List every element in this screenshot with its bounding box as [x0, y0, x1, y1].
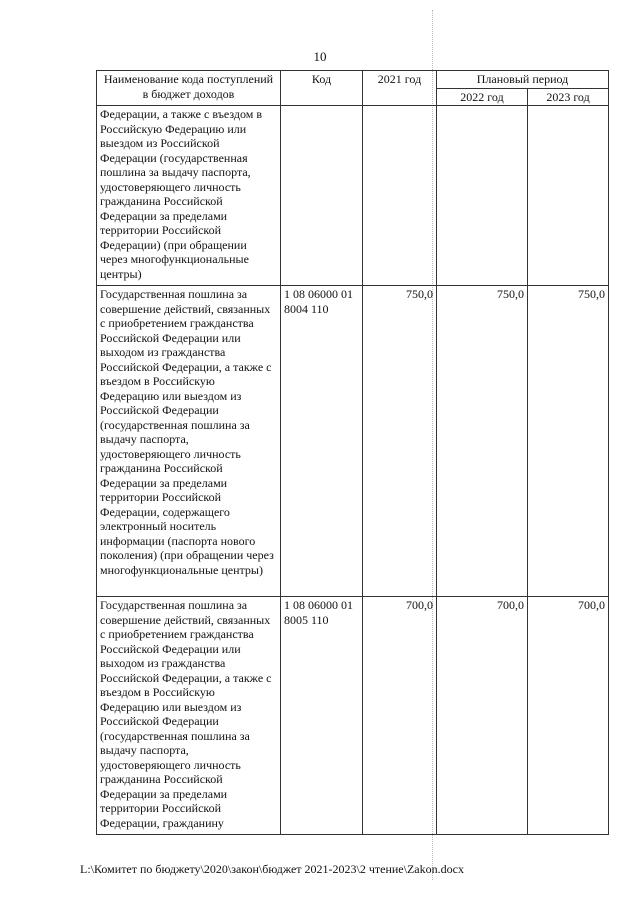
row-2023 [528, 106, 609, 286]
row-code: 1 08 06000 01 8005 110 [281, 597, 363, 835]
table-row [97, 286, 609, 597]
header-name: Наименование кода поступлений в бюджет доходов [97, 71, 281, 106]
row-2021 [363, 106, 437, 286]
page-number: 10 [313, 49, 327, 64]
header-2023: 2023 год [528, 88, 609, 106]
row-2021: 750,0 [363, 286, 437, 597]
header-code: Код [281, 71, 363, 106]
row-name: Федерации, а также с въездом в Российскую Федерацию или выездом из Российской Федерации (государственная пошлина за выдачу паспорта, удостоверяющего личность гражданина Российской Федерации за пределами территории Российской Федерации) (при обращении через многофункциональные центры) [97, 106, 281, 286]
row-name: Государственная пошлина за совершение действий, связанных с приобретением гражданства Российской Федерации или выходом из гражданства Российской Федерации, а также с въездом в Российскую Федерацию или выездом из Российской Федерации (государственная пошлина за выдачу паспорта, удостоверяющего личность гражданина Российской Федерации за пределами территории Российской Федерации, содержащего электронный носитель информации (паспорта нового поколения) (при обращении через многофункциональные центры) [97, 286, 281, 597]
table-row [97, 597, 609, 835]
row-2023: 750,0 [528, 286, 609, 597]
row-code: 1 08 06000 01 8004 110 [281, 286, 363, 597]
row-2022 [437, 106, 528, 286]
row-2022: 750,0 [437, 286, 528, 597]
header-planned-period: Плановый период [437, 71, 609, 89]
header-2021: 2021 год [363, 71, 437, 106]
revenue-table [96, 70, 609, 835]
table-row [97, 106, 609, 286]
row-2021: 700,0 [363, 597, 437, 835]
row-2022: 700,0 [437, 597, 528, 835]
row-2023: 700,0 [528, 597, 609, 835]
file-path-footer: L:\Комитет по бюджету\2020\закон\бюджет 2021-2023\2 чтение\Zakon.docx [80, 862, 464, 876]
table-header-row [97, 71, 609, 89]
row-code [281, 106, 363, 286]
row-name: Государственная пошлина за совершение действий, связанных с приобретением гражданства Российской Федерации или выходом из гражданства Российской Федерации, а также с въездом в Российскую Федерацию или выездом из Российской Федерации (государственная пошлина за выдачу паспорта, удостоверяющего личность гражданина Российской Федерации за пределами территории Российской Федерации, гражданину [97, 597, 281, 835]
header-2022: 2022 год [437, 88, 528, 106]
